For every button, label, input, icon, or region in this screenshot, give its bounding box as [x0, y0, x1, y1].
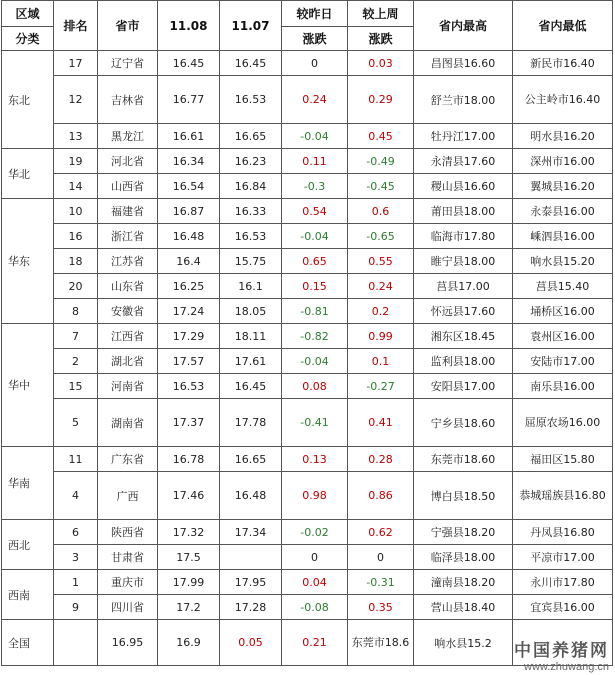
province-min-cell: 响水县15.20 [513, 249, 613, 274]
national-week-cell: 0.21 [282, 620, 348, 666]
week-change-cell: 0.24 [348, 274, 414, 299]
week-change-cell: -0.27 [348, 374, 414, 399]
rank-cell: 9 [54, 595, 98, 620]
province-max-cell: 牡丹江17.00 [414, 124, 513, 149]
rank-cell: 7 [54, 324, 98, 349]
price-date2-cell: 16.53 [220, 76, 282, 124]
table-row [2, 374, 613, 399]
rank-cell: 13 [54, 124, 98, 149]
week-change-cell: 0.35 [348, 595, 414, 620]
province-max-cell: 宁强县18.20 [414, 520, 513, 545]
week-change-cell: 0.29 [348, 76, 414, 124]
province-cell: 山东省 [98, 274, 158, 299]
table-row [2, 76, 613, 124]
price-date1-cell: 16.45 [158, 51, 220, 76]
price-date2-cell: 17.95 [220, 570, 282, 595]
price-date2-cell: 18.05 [220, 299, 282, 324]
province-max-cell: 怀远县17.60 [414, 299, 513, 324]
province-max-cell: 莆田县18.00 [414, 199, 513, 224]
rank-cell: 12 [54, 76, 98, 124]
price-table-container [1, 0, 612, 675]
national-d1-cell: 16.95 [98, 620, 158, 666]
province-min-cell: 明水县16.20 [513, 124, 613, 149]
price-date1-cell: 16.48 [158, 224, 220, 249]
national-row [2, 620, 613, 666]
price-date1-cell: 16.54 [158, 174, 220, 199]
province-cell: 山西省 [98, 174, 158, 199]
price-date2-cell: 16.65 [220, 124, 282, 149]
region-header-bottom: 分类 [2, 27, 54, 51]
rank-cell: 17 [54, 51, 98, 76]
week-change-cell: 0.03 [348, 51, 414, 76]
price-date2-cell: 18.11 [220, 324, 282, 349]
price-date1-cell: 17.99 [158, 570, 220, 595]
table-row [2, 249, 613, 274]
price-date2-cell: 17.61 [220, 349, 282, 374]
region-cell: 西南 [2, 570, 54, 620]
province-min-cell: 丹凤县16.80 [513, 520, 613, 545]
price-date1-cell: 16.61 [158, 124, 220, 149]
province-min-cell: 公主岭市16.40 [513, 76, 613, 124]
province-max-cell: 临泽县18.00 [414, 545, 513, 570]
province-cell: 甘肃省 [98, 545, 158, 570]
day-change-cell: -0.04 [282, 349, 348, 374]
day-change-cell: -0.04 [282, 224, 348, 249]
price-date2-cell: 16.65 [220, 447, 282, 472]
national-empty-cell [513, 620, 613, 666]
province-max-cell: 昌图县16.60 [414, 51, 513, 76]
price-date2-cell: 16.48 [220, 472, 282, 520]
price-date1-cell: 17.2 [158, 595, 220, 620]
region-cell: 华南 [2, 447, 54, 520]
price-date2-cell [220, 545, 282, 570]
day-change-cell: -0.41 [282, 399, 348, 447]
table-body [2, 51, 613, 666]
national-min-cell: 响水县15.2 [414, 620, 513, 666]
week-change-cell: 0 [348, 545, 414, 570]
province-cell: 广西 [98, 472, 158, 520]
province-max-cell: 稷山县16.60 [414, 174, 513, 199]
day-change-cell: 0.98 [282, 472, 348, 520]
province-cell: 四川省 [98, 595, 158, 620]
week-change-cell: 0.6 [348, 199, 414, 224]
province-cell: 重庆市 [98, 570, 158, 595]
national-rank-cell [54, 620, 98, 666]
rank-cell: 1 [54, 570, 98, 595]
rank-cell: 15 [54, 374, 98, 399]
province-header: 省市 [98, 1, 158, 51]
day-change-cell: 0.15 [282, 274, 348, 299]
rank-cell: 16 [54, 224, 98, 249]
header-row-1 [2, 1, 613, 27]
price-date2-cell: 17.34 [220, 520, 282, 545]
region-cell: 东北 [2, 51, 54, 149]
region-cell: 华北 [2, 149, 54, 199]
price-date1-cell: 16.87 [158, 199, 220, 224]
price-date1-cell: 17.5 [158, 545, 220, 570]
week-change-cell: 0.2 [348, 299, 414, 324]
province-max-cell: 临海市17.80 [414, 224, 513, 249]
rank-cell: 11 [54, 447, 98, 472]
province-min-cell: 安陆市17.00 [513, 349, 613, 374]
province-cell: 广东省 [98, 447, 158, 472]
price-date2-cell: 16.84 [220, 174, 282, 199]
vs-week-header-top: 较上周 [348, 1, 414, 27]
province-min-cell: 新民市16.40 [513, 51, 613, 76]
price-date1-cell: 16.53 [158, 374, 220, 399]
province-max-cell: 博白县18.50 [414, 472, 513, 520]
price-date1-cell: 17.37 [158, 399, 220, 447]
day-change-cell: -0.08 [282, 595, 348, 620]
province-max-cell: 东莞市18.60 [414, 447, 513, 472]
province-min-cell: 南乐县16.00 [513, 374, 613, 399]
vs-day-header-top: 较昨日 [282, 1, 348, 27]
province-max-cell: 永清县17.60 [414, 149, 513, 174]
province-min-cell: 嵊泗县16.00 [513, 224, 613, 249]
province-max-cell: 睢宁县18.00 [414, 249, 513, 274]
day-change-cell: 0.65 [282, 249, 348, 274]
province-max-cell: 宁乡县18.60 [414, 399, 513, 447]
price-date1-cell: 16.4 [158, 249, 220, 274]
day-change-cell: 0.04 [282, 570, 348, 595]
price-date1-cell: 16.34 [158, 149, 220, 174]
national-max-cell: 东莞市18.6 [348, 620, 414, 666]
province-min-cell: 永泰县16.00 [513, 199, 613, 224]
day-change-cell: -0.81 [282, 299, 348, 324]
price-date2-cell: 17.78 [220, 399, 282, 447]
province-min-cell: 莒县15.40 [513, 274, 613, 299]
price-date1-cell: 16.77 [158, 76, 220, 124]
province-cell: 吉林省 [98, 76, 158, 124]
price-date1-cell: 17.46 [158, 472, 220, 520]
rank-header: 排名 [54, 1, 98, 51]
province-max-cell: 营山县18.40 [414, 595, 513, 620]
province-cell: 河北省 [98, 149, 158, 174]
region-cell: 西北 [2, 520, 54, 570]
price-date2-cell: 16.33 [220, 199, 282, 224]
price-date2-cell: 17.28 [220, 595, 282, 620]
province-max-cell: 安阳县17.00 [414, 374, 513, 399]
province-cell: 辽宁省 [98, 51, 158, 76]
province-max-cell: 潼南县18.20 [414, 570, 513, 595]
province-cell: 河南省 [98, 374, 158, 399]
table-row [2, 570, 613, 595]
province-cell: 陕西省 [98, 520, 158, 545]
week-change-cell: 0.99 [348, 324, 414, 349]
rank-cell: 6 [54, 520, 98, 545]
day-change-cell: 0.08 [282, 374, 348, 399]
price-date2-cell: 16.45 [220, 51, 282, 76]
province-cell: 浙江省 [98, 224, 158, 249]
rank-cell: 19 [54, 149, 98, 174]
region-cell: 华东 [2, 199, 54, 324]
table-row [2, 349, 613, 374]
table-row [2, 299, 613, 324]
min-header: 省内最低 [513, 1, 613, 51]
day-change-cell: -0.82 [282, 324, 348, 349]
date2-header: 11.07 [220, 1, 282, 51]
province-max-cell: 监利县18.00 [414, 349, 513, 374]
province-cell: 黑龙江 [98, 124, 158, 149]
price-date1-cell: 17.32 [158, 520, 220, 545]
price-date1-cell: 17.24 [158, 299, 220, 324]
price-date2-cell: 15.75 [220, 249, 282, 274]
vs-day-header-bottom: 涨跌 [282, 27, 348, 51]
rank-cell: 3 [54, 545, 98, 570]
price-date2-cell: 16.45 [220, 374, 282, 399]
province-cell: 安徽省 [98, 299, 158, 324]
province-cell: 湖北省 [98, 349, 158, 374]
day-change-cell: -0.04 [282, 124, 348, 149]
province-cell: 湖南省 [98, 399, 158, 447]
province-min-cell: 埇桥区16.00 [513, 299, 613, 324]
rank-cell: 20 [54, 274, 98, 299]
rank-cell: 8 [54, 299, 98, 324]
province-cell: 江西省 [98, 324, 158, 349]
region-cell: 华中 [2, 324, 54, 447]
price-date1-cell: 16.78 [158, 447, 220, 472]
rank-cell: 5 [54, 399, 98, 447]
date1-header: 11.08 [158, 1, 220, 51]
price-date1-cell: 16.25 [158, 274, 220, 299]
national-d2-cell: 16.9 [158, 620, 220, 666]
table-row [2, 324, 613, 349]
table-row [2, 224, 613, 249]
table-row [2, 399, 613, 447]
province-min-cell: 宜宾县16.00 [513, 595, 613, 620]
table-row [2, 595, 613, 620]
pig-price-table [1, 0, 613, 666]
national-label-cell: 全国 [2, 620, 54, 666]
table-row [2, 274, 613, 299]
table-row [2, 174, 613, 199]
week-change-cell: -0.49 [348, 149, 414, 174]
day-change-cell: 0.11 [282, 149, 348, 174]
week-change-cell: -0.65 [348, 224, 414, 249]
day-change-cell: 0.13 [282, 447, 348, 472]
week-change-cell: -0.31 [348, 570, 414, 595]
province-min-cell: 平凉市17.00 [513, 545, 613, 570]
rank-cell: 2 [54, 349, 98, 374]
day-change-cell: 0 [282, 545, 348, 570]
week-change-cell: -0.45 [348, 174, 414, 199]
rank-cell: 4 [54, 472, 98, 520]
vs-week-header-bottom: 涨跌 [348, 27, 414, 51]
province-min-cell: 深州市16.00 [513, 149, 613, 174]
week-change-cell: 0.1 [348, 349, 414, 374]
province-min-cell: 恭城瑶族县16.80 [513, 472, 613, 520]
province-min-cell: 永川市17.80 [513, 570, 613, 595]
province-min-cell: 袁州区16.00 [513, 324, 613, 349]
rank-cell: 14 [54, 174, 98, 199]
province-min-cell: 翼城县16.20 [513, 174, 613, 199]
region-header-top: 区域 [2, 1, 54, 27]
day-change-cell: 0.54 [282, 199, 348, 224]
table-row [2, 447, 613, 472]
table-row [2, 472, 613, 520]
province-min-cell: 福田区15.80 [513, 447, 613, 472]
rank-cell: 18 [54, 249, 98, 274]
week-change-cell: 0.86 [348, 472, 414, 520]
price-date1-cell: 17.29 [158, 324, 220, 349]
province-max-cell: 湘东区18.45 [414, 324, 513, 349]
week-change-cell: 0.41 [348, 399, 414, 447]
day-change-cell: -0.3 [282, 174, 348, 199]
price-date2-cell: 16.23 [220, 149, 282, 174]
province-min-cell: 屈原农场16.00 [513, 399, 613, 447]
week-change-cell: 0.45 [348, 124, 414, 149]
price-date1-cell: 17.57 [158, 349, 220, 374]
watermark-url: www.zhuwang.cn [524, 661, 609, 673]
day-change-cell: -0.02 [282, 520, 348, 545]
province-cell: 福建省 [98, 199, 158, 224]
national-day-cell: 0.05 [220, 620, 282, 666]
price-date2-cell: 16.1 [220, 274, 282, 299]
week-change-cell: 0.28 [348, 447, 414, 472]
province-cell: 江苏省 [98, 249, 158, 274]
table-row [2, 124, 613, 149]
table-row [2, 545, 613, 570]
day-change-cell: 0.24 [282, 76, 348, 124]
table-row [2, 199, 613, 224]
watermark-chinese: 中国养猪网 [514, 641, 609, 661]
day-change-cell: 0 [282, 51, 348, 76]
week-change-cell: 0.55 [348, 249, 414, 274]
week-change-cell: 0.62 [348, 520, 414, 545]
table-row [2, 51, 613, 76]
price-date2-cell: 16.53 [220, 224, 282, 249]
province-max-cell: 莒县17.00 [414, 274, 513, 299]
table-row [2, 520, 613, 545]
max-header: 省内最高 [414, 1, 513, 51]
province-max-cell: 舒兰市18.00 [414, 76, 513, 124]
table-row [2, 149, 613, 174]
rank-cell: 10 [54, 199, 98, 224]
